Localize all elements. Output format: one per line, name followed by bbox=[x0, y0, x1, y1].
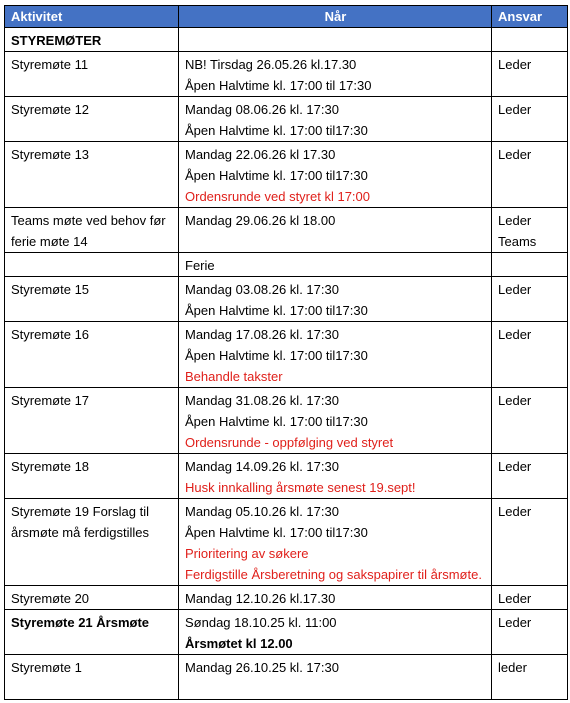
responsible-cell bbox=[492, 322, 568, 388]
responsible-cell bbox=[492, 610, 568, 655]
responsible-cell bbox=[492, 388, 568, 454]
table-row bbox=[5, 97, 568, 142]
note-line: Prioritering av søkere bbox=[185, 546, 309, 561]
responsible-line: Leder bbox=[498, 591, 532, 606]
table-row bbox=[5, 277, 568, 322]
responsible-line: leder bbox=[498, 660, 527, 675]
responsible-line: Leder bbox=[498, 327, 532, 342]
responsible-cell bbox=[492, 97, 568, 142]
schedule-table bbox=[4, 5, 568, 700]
responsible-cell bbox=[492, 454, 568, 499]
when-line: Åpen Halvtime kl. 17:00 til17:30 bbox=[185, 525, 368, 540]
responsible-cell bbox=[492, 208, 568, 253]
when-line: Åpen Halvtime kl. 17:00 til17:30 bbox=[185, 303, 368, 318]
activity-cell: Styremøte 16 bbox=[5, 322, 179, 388]
when-cell bbox=[179, 388, 492, 454]
when-line: Ferie bbox=[185, 258, 215, 273]
note-line: Behandle takster bbox=[185, 369, 283, 384]
table-row bbox=[5, 454, 568, 499]
section-title: STYREMØTER bbox=[5, 28, 179, 52]
activity-cell: Styremøte 12 bbox=[5, 97, 179, 142]
when-line: Søndag 18.10.25 kl. 11:00 bbox=[185, 615, 337, 630]
when-line: Mandag 14.09.26 kl. 17:30 bbox=[185, 459, 339, 474]
header-responsible: Ansvar bbox=[492, 6, 568, 28]
table-row bbox=[5, 586, 568, 610]
activity-cell: Styremøte 19 Forslag til årsmøte må ferdigstilles bbox=[5, 499, 179, 586]
when-cell bbox=[179, 655, 492, 700]
activity-cell: Styremøte 15 bbox=[5, 277, 179, 322]
responsible-line: Teams bbox=[498, 234, 537, 249]
when-cell bbox=[179, 142, 492, 208]
when-line: Mandag 22.06.26 kl 17.30 bbox=[185, 147, 336, 162]
activity-cell: Styremøte 21 Årsmøte bbox=[5, 610, 179, 655]
table-row bbox=[5, 388, 568, 454]
table-row bbox=[5, 499, 568, 586]
when-cell bbox=[179, 322, 492, 388]
section-row bbox=[5, 28, 568, 52]
when-line: Åpen Halvtime kl. 17:00 til17:30 bbox=[185, 168, 368, 183]
activity-cell: Styremøte 17 bbox=[5, 388, 179, 454]
responsible-line: Leder bbox=[498, 393, 532, 408]
responsible-cell bbox=[492, 142, 568, 208]
table-row bbox=[5, 208, 568, 253]
when-cell bbox=[179, 52, 492, 97]
activity-cell bbox=[5, 253, 179, 277]
when-line: Åpen Halvtime kl. 17:00 til17:30 bbox=[185, 348, 368, 363]
activity-cell: Styremøte 13 bbox=[5, 142, 179, 208]
activity-cell: Styremøte 1 bbox=[5, 655, 179, 700]
table-row bbox=[5, 322, 568, 388]
when-line: Åpen Halvtime kl. 17:00 til 17:30 bbox=[185, 78, 372, 93]
when-line: Årsmøtet kl 12.00 bbox=[185, 636, 293, 651]
responsible-line: Leder bbox=[498, 615, 532, 630]
responsible-line: Leder bbox=[498, 459, 532, 474]
when-line: Mandag 05.10.26 kl. 17:30 bbox=[185, 504, 339, 519]
table-row bbox=[5, 52, 568, 97]
activity-cell: Styremøte 11 bbox=[5, 52, 179, 97]
activity-cell: Styremøte 18 bbox=[5, 454, 179, 499]
when-cell bbox=[179, 253, 492, 277]
table-row bbox=[5, 655, 568, 700]
section-empty-cell bbox=[179, 28, 492, 52]
note-line: Ferdigstille Årsberetning og sakspapirer til årsmøte. bbox=[185, 567, 482, 582]
when-cell bbox=[179, 277, 492, 322]
when-cell bbox=[179, 610, 492, 655]
when-cell bbox=[179, 97, 492, 142]
responsible-line: Leder bbox=[498, 213, 532, 228]
responsible-line: Leder bbox=[498, 282, 532, 297]
responsible-cell bbox=[492, 52, 568, 97]
when-cell bbox=[179, 208, 492, 253]
table-row bbox=[5, 142, 568, 208]
when-cell bbox=[179, 454, 492, 499]
when-line: Åpen Halvtime kl. 17:00 til17:30 bbox=[185, 123, 368, 138]
responsible-cell bbox=[492, 277, 568, 322]
responsible-cell bbox=[492, 586, 568, 610]
when-line: Mandag 08.06.26 kl. 17:30 bbox=[185, 102, 339, 117]
when-cell bbox=[179, 499, 492, 586]
header-when: Når bbox=[179, 6, 492, 28]
when-cell bbox=[179, 586, 492, 610]
responsible-line: Leder bbox=[498, 504, 532, 519]
when-line: Åpen Halvtime kl. 17:00 til17:30 bbox=[185, 414, 368, 429]
note-line: Ordensrunde - oppfølging ved styret bbox=[185, 435, 394, 450]
header-row bbox=[5, 6, 568, 28]
responsible-line: Leder bbox=[498, 57, 532, 72]
when-line: Mandag 31.08.26 kl. 17:30 bbox=[185, 393, 339, 408]
table-row bbox=[5, 610, 568, 655]
note-line: Husk innkalling årsmøte senest 19.sept! bbox=[185, 480, 416, 495]
responsible-line: Leder bbox=[498, 147, 532, 162]
activity-cell: Teams møte ved behov før ferie møte 14 bbox=[5, 208, 179, 253]
responsible-cell bbox=[492, 499, 568, 586]
when-line: Mandag 17.08.26 kl. 17:30 bbox=[185, 327, 339, 342]
note-line: Ordensrunde ved styret kl 17:00 bbox=[185, 189, 370, 204]
when-line: Mandag 03.08.26 kl. 17:30 bbox=[185, 282, 339, 297]
when-line: Mandag 26.10.25 kl. 17:30 bbox=[185, 660, 339, 675]
table-row bbox=[5, 253, 568, 277]
header-activity: Aktivitet bbox=[5, 6, 179, 28]
activity-cell: Styremøte 20 bbox=[5, 586, 179, 610]
when-line: Mandag 29.06.26 kl 18.00 bbox=[185, 213, 336, 228]
responsible-cell bbox=[492, 655, 568, 700]
section-empty-cell bbox=[492, 28, 568, 52]
responsible-line: Leder bbox=[498, 102, 532, 117]
responsible-cell bbox=[492, 253, 568, 277]
when-line: Mandag 12.10.26 kl.17.30 bbox=[185, 591, 336, 606]
when-line: NB! Tirsdag 26.05.26 kl.17.30 bbox=[185, 57, 357, 72]
